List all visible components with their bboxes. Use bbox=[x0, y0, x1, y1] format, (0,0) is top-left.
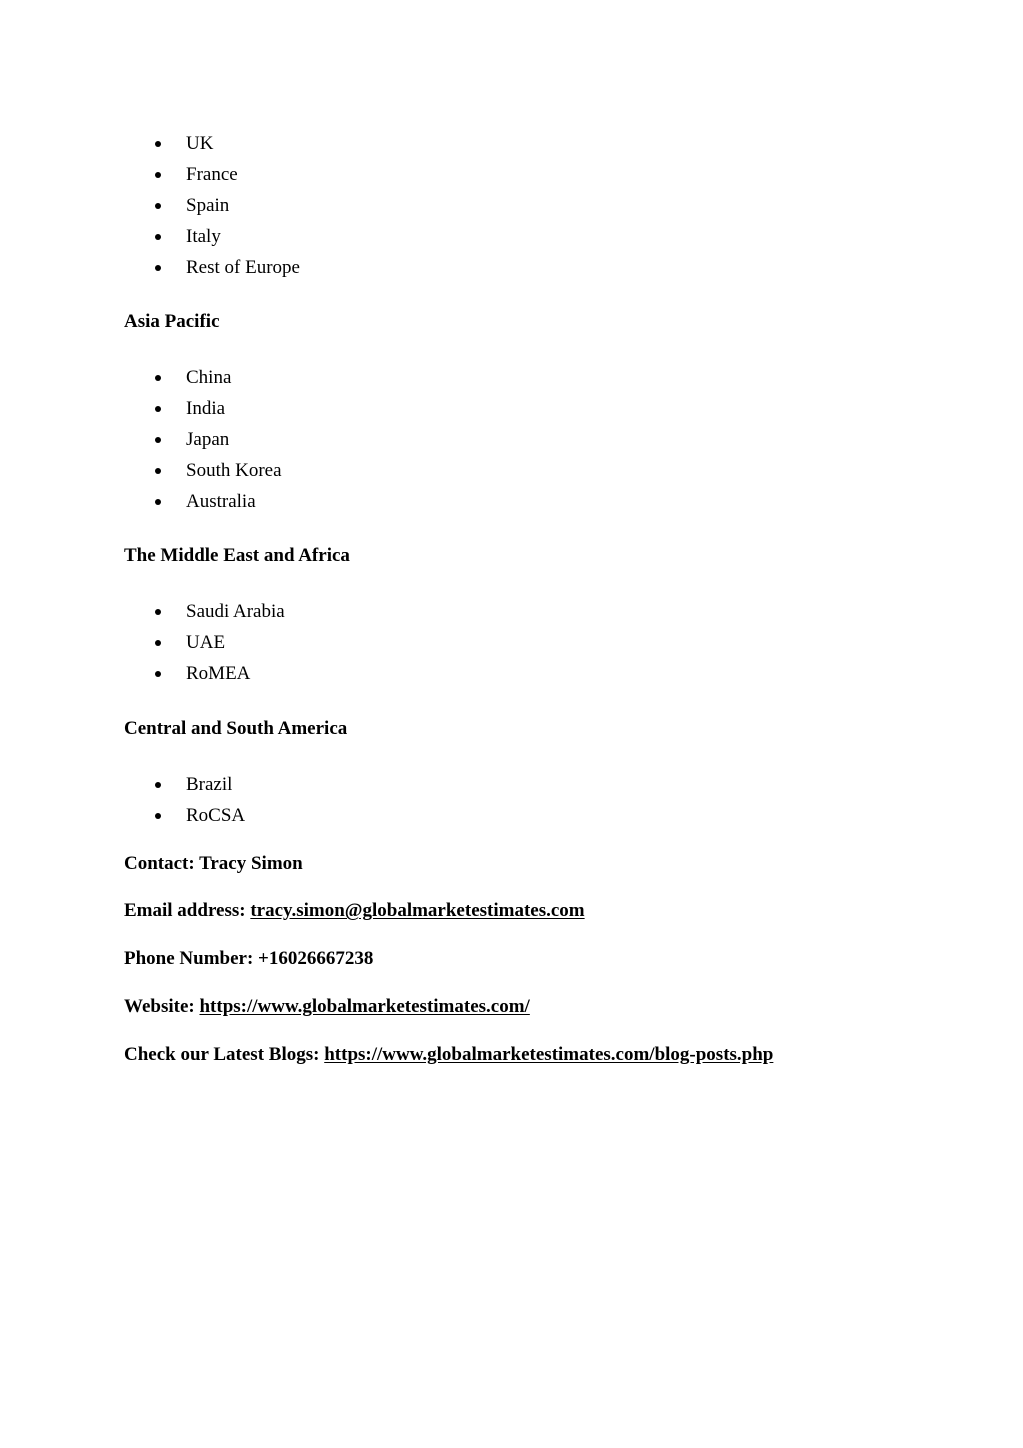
list-item: Saudi Arabia bbox=[0, 596, 285, 627]
blogs-label: Check our Latest Blogs: bbox=[124, 1044, 325, 1065]
phone-number: Phone Number: +16026667238 bbox=[124, 948, 374, 969]
list-item: France bbox=[0, 159, 300, 190]
email-link[interactable]: tracy.simon@globalmarketestimates.com bbox=[250, 900, 585, 921]
middle-east-africa-heading: The Middle East and Africa bbox=[124, 545, 350, 566]
middle-east-africa-list bbox=[0, 596, 285, 689]
contact-name: Contact: Tracy Simon bbox=[124, 853, 303, 874]
list-item: Spain bbox=[0, 190, 300, 221]
blogs-line bbox=[124, 1043, 773, 1067]
central-south-america-list bbox=[0, 769, 245, 831]
list-item: Brazil bbox=[0, 769, 245, 800]
list-item: Italy bbox=[0, 221, 300, 252]
list-item: China bbox=[0, 362, 282, 393]
central-south-america-heading: Central and South America bbox=[124, 718, 348, 739]
list-item: South Korea bbox=[0, 455, 282, 486]
asia-pacific-list bbox=[0, 362, 282, 517]
europe-country-list bbox=[0, 128, 300, 283]
list-item: Rest of Europe bbox=[0, 252, 300, 283]
list-item: UAE bbox=[0, 627, 285, 658]
list-item: UK bbox=[0, 128, 300, 159]
asia-pacific-heading: Asia Pacific bbox=[124, 311, 220, 332]
email-line bbox=[124, 899, 585, 923]
list-item: RoMEA bbox=[0, 658, 285, 689]
list-item: Japan bbox=[0, 424, 282, 455]
website-link[interactable]: https://www.globalmarketestimates.com/ bbox=[199, 996, 530, 1017]
website-label: Website: bbox=[124, 996, 200, 1017]
email-label: Email address: bbox=[124, 900, 251, 921]
list-item: India bbox=[0, 393, 282, 424]
blogs-link[interactable]: https://www.globalmarketestimates.com/blog-posts.php bbox=[324, 1044, 774, 1065]
list-item: RoCSA bbox=[0, 800, 245, 831]
website-line bbox=[124, 995, 530, 1019]
list-item: Australia bbox=[0, 486, 282, 517]
